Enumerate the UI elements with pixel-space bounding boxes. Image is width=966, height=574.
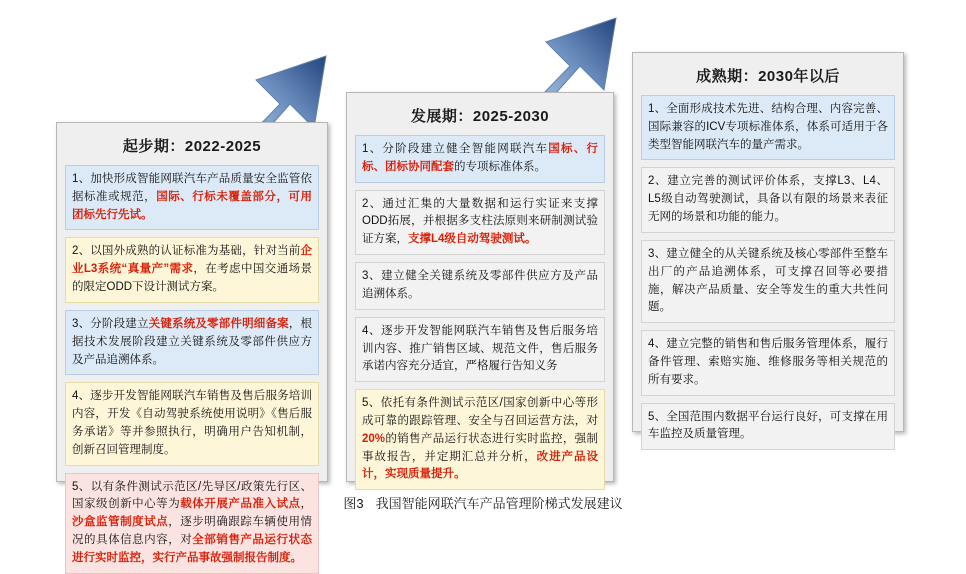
stage-item-text-run: 4、逐步开发智能网联汽车销售及售后服务培训内容，开发《自动驾驶系统使用说明》《售后服务承诺》等并参照执行，明确用户告知机制，创新召回管理制度。 xyxy=(72,390,312,456)
stage-item-text-run: 国标、行标、团标协同配套 xyxy=(362,143,598,173)
stage-item-text-run: ，在考虑中国交通场景的限定ODD下设计测试方案。 xyxy=(72,263,313,294)
stage-item-text-run: 3、分阶段建立 xyxy=(72,317,149,330)
stage-panel-dev xyxy=(346,92,614,482)
stage-item-text-run: 20% xyxy=(362,432,386,445)
stage-item-text-run: 1、分阶段建立健全智能网联汽车 xyxy=(362,143,549,155)
stage-panel-mature xyxy=(632,52,904,441)
stage-item xyxy=(65,165,319,230)
stage-item-text-run: 2、以国外成熟的认证标准为基础，针对当前 xyxy=(72,245,301,258)
stage-item-text-run: 全部销售产品运行状态进行实时监控，实行产品事故强制报告制度。 xyxy=(72,534,313,564)
stage-item-text-run: 4、逐步开发智能网联汽车销售及售后服务培训内容、推广销售区域、规范文件，售后服务承诺内容充分适宜，严格履行告知义务 xyxy=(362,324,598,373)
stage-item xyxy=(641,95,895,160)
stage-items-dev xyxy=(355,135,605,490)
stage-panel-start xyxy=(56,122,328,564)
stage-item-text-run: 3、建立健全的从关键系统及核心零部件至整车出厂的产品追溯体系，可支撑召回等必要措施，解决产品质量、安全等发生的重大共性问题。 xyxy=(648,247,888,314)
stage-item-text-run: ， xyxy=(300,498,313,511)
stage-item-text-run: 2、通过汇集的大量数据和运行实证来支撑ODD拓展，并根据多支柱法原则来研制测试验证方案， xyxy=(362,197,598,246)
stage-items-start xyxy=(65,165,319,574)
stage-item xyxy=(641,330,895,395)
stage-item xyxy=(355,389,605,490)
stage-item-text-run: 载体开展产品准入试点 xyxy=(180,498,301,511)
stage-item xyxy=(641,167,895,232)
figure-caption-text: 我国智能网联汽车产品管理阶梯式发展建议 xyxy=(375,496,623,511)
stage-item-text-run: 5、全国范围内数据平台运行良好，可支撑在用车监控及质量管理。 xyxy=(648,410,888,441)
stage-title-start: 起步期：2022-2025 xyxy=(122,138,262,155)
stage-item xyxy=(65,473,319,574)
stage-item xyxy=(355,135,605,183)
stage-item xyxy=(355,262,605,310)
stage-item-text-run: 的专项标准体系。 xyxy=(454,160,546,173)
stage-item-text-run: 国际、行标未覆盖部分，可用团标先行先试。 xyxy=(72,190,313,221)
stage-title-dev: 发展期：2025-2030 xyxy=(410,108,550,125)
stage-item xyxy=(641,240,895,323)
stage-item xyxy=(65,237,319,302)
stage-item xyxy=(355,190,605,255)
stage-item-text-run: 沙盒监管制度试点 xyxy=(72,516,169,529)
stage-item-text-run: 1、全面形成技术先进、结构合理、内容完善、国际兼容的ICV专项标准体系，体系可适用于各类型智能网联汽车的量产需求。 xyxy=(648,103,888,151)
stage-item-text-run: ，根据技术发展阶段建立关键系统及零部件供应方及产品追溯体系。 xyxy=(72,317,312,366)
stage-item-text-run: ，逐步明确跟踪车辆使用情况的具体信息内容，对 xyxy=(72,516,313,546)
stage-item-text-run: 企业L3系统“真量产”需求 xyxy=(72,245,312,276)
stage-item-text-run: 5、以有条件测试示范区/先导区/政策先行区、国家级创新中心等为 xyxy=(72,480,312,511)
stage-item xyxy=(65,382,319,465)
figure-caption-label: 图3 xyxy=(343,496,364,511)
stage-item-text-run: 3、建立健全关键系统及零部件供应方及产品追溯体系。 xyxy=(362,270,598,300)
stage-item-text-run: 支撑L4级自动驾驶测试。 xyxy=(408,233,537,246)
stage-item xyxy=(355,317,605,382)
stage-item-text-run: 4、建立完整的销售和售后服务管理体系，履行备件管理、索赔实施、维修服务等相关规范的所有要求。 xyxy=(648,338,888,386)
stage-item-text-run: 关键系统及零部件明细备案 xyxy=(148,317,289,330)
stage-item-text-run: 5、依托有条件测试示范区/国家创新中心等形成可靠的跟踪管理、安全与召回运营方法，对 xyxy=(362,397,598,427)
stage-item-text-run: 2、建立完善的测试评价体系，支撑L3、L4、L5级自动驾驶测试，具备以有限的场景来表征无网的场景和功能的能力。 xyxy=(648,175,888,224)
stage-item xyxy=(641,403,895,451)
stage-title-mature: 成熟期：2030年以后 xyxy=(696,68,840,85)
stage-item xyxy=(65,310,319,375)
stage-items-mature xyxy=(641,95,895,450)
stage-item-text-run: 的销售产品运行状态进行实时监控，强制事故报告，并定期汇总并分析， xyxy=(362,432,598,463)
figure-caption xyxy=(0,493,966,512)
stage-item-text-run: 1、加快形成智能网联汽车产品质量安全监管依据标准或规范， xyxy=(72,173,312,203)
stage-item-text-run: 改进产品设计，实现质量提升。 xyxy=(362,450,598,481)
